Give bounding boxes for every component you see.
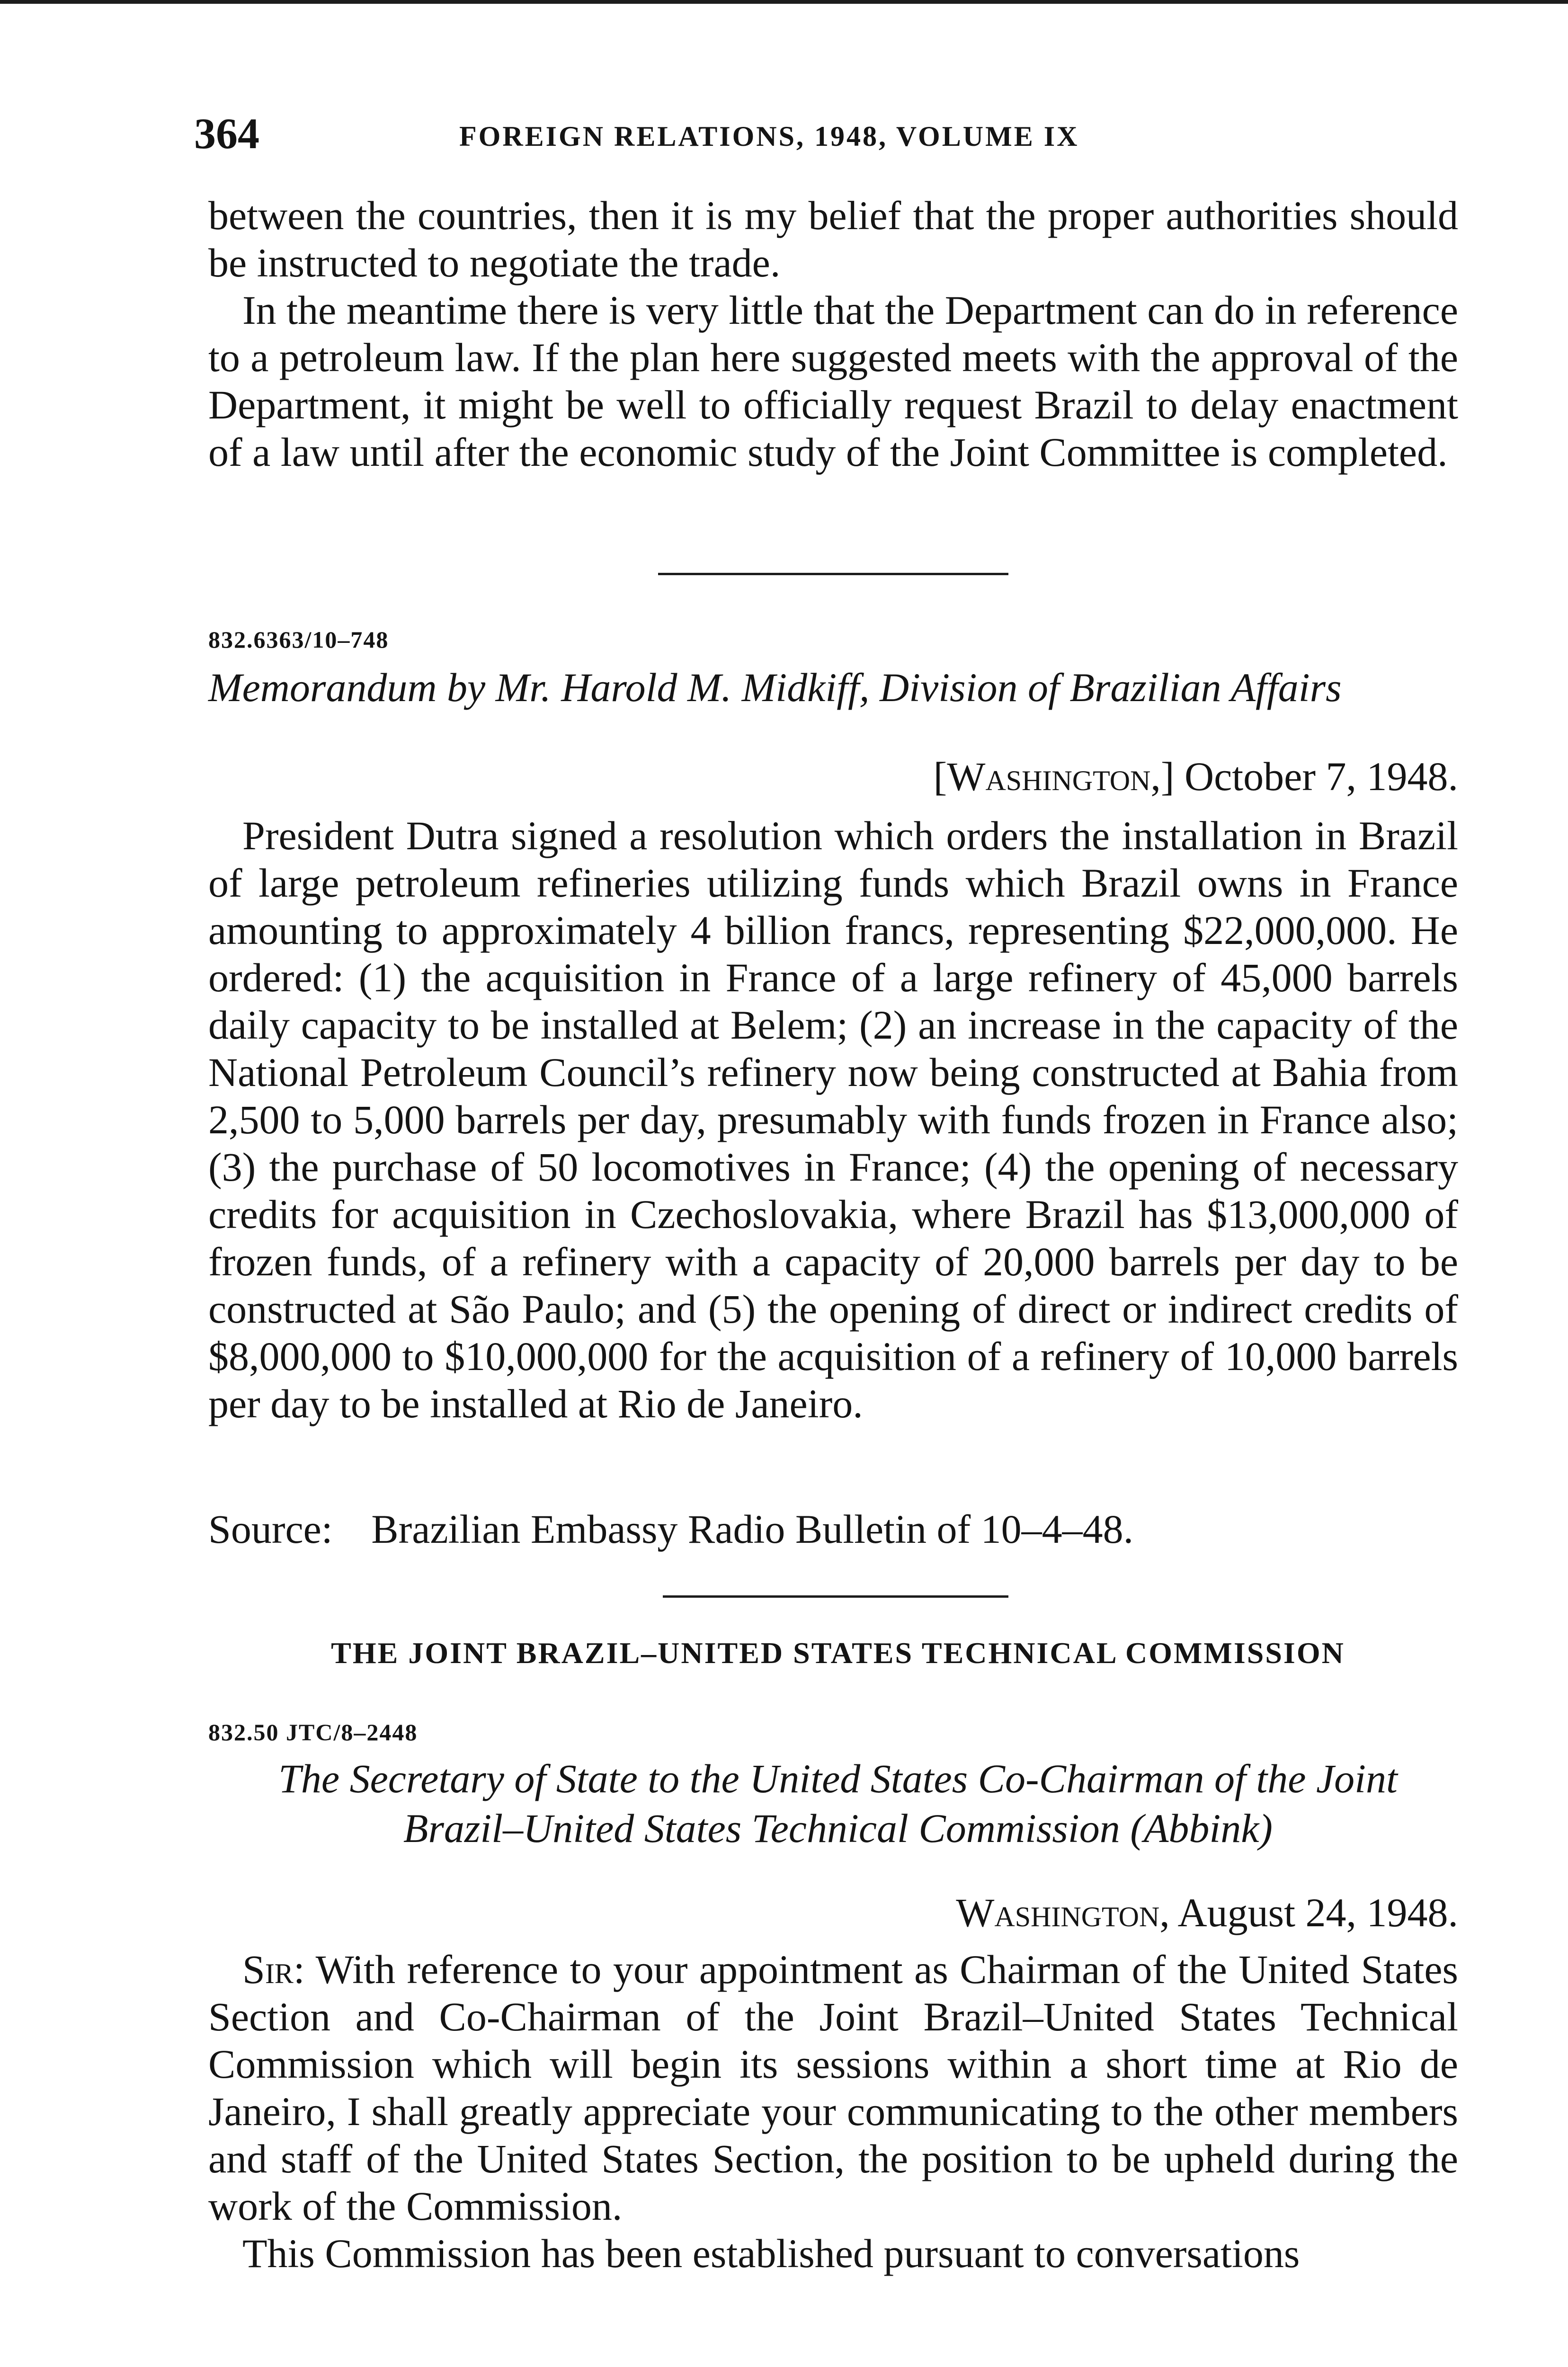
page-header: [194, 110, 1472, 157]
memo-file-reference: 832.6363/10–748: [208, 626, 389, 653]
letter-paragraph: [208, 1946, 1458, 2230]
page-number: 364: [194, 109, 259, 158]
continuation-paragraph: between the countries, then it is my belief that the proper authorities should be instructed to negotiate the trade.: [208, 193, 1458, 285]
source-text: Brazilian Embassy Radio Bulletin of 10–4–48.: [371, 1506, 1134, 1552]
section-divider: [663, 1595, 1008, 1598]
source-label: Source:: [208, 1506, 333, 1552]
running-head: FOREIGN RELATIONS, 1948, VOLUME IX: [459, 121, 1079, 152]
continuation-paragraph: In the meantime there is very little that the Department can do in reference to a petroleum law. If the plan here suggested meets with the approval of the Department, it might be well to officially request Brazil to delay enactment of a law until after the economic study of the Joint Committee is completed.: [208, 287, 1458, 475]
letter-body: [208, 1946, 1458, 2277]
salutation: Sir:: [242, 1947, 305, 1992]
letter-dateline-date: August 24, 1948.: [1177, 1890, 1458, 1935]
memo-source: [208, 1505, 1458, 1553]
section-heading: THE JOINT BRAZIL–UNITED STATES TECHNICAL COMMISSION: [331, 1636, 1345, 1670]
memo-paragraph: President Dutra signed a resolution which orders the installation in Brazil of large petroleum refineries utilizing funds which Brazil owns in France amounting to approximately 4 billion francs, representing $22,000,000. He ordered: (1) the acquisition in France of a large refinery of 45,000 barrels daily capacity to be installed at Belem; (2) an increase in the capacity of the National Petroleum Council’s refinery now being constructed at Bahia from 2,500 to 5,000 barrels per day, presumably with funds frozen in France also; (3) the purchase of 50 locomotives in France; (4) the opening of necessary credits for acquisition in Czechoslovakia, where Brazil has $13,000,000 of frozen funds, of a refinery with a capacity of 20,000 barrels per day to be constructed at São Paulo; and (5) the opening of direct or indirect credits of $8,000,000 to $10,000,000 for the acquisition of a refinery of 10,000 barrels per day to be installed at Rio de Janeiro.: [208, 813, 1458, 1426]
section-divider: [658, 573, 1008, 575]
memo-dateline: [934, 753, 1458, 800]
letter-file-reference: 832.50 JTC/8–2448: [208, 1719, 418, 1745]
letter-title-line: Brazil–United States Technical Commission (Abbink): [403, 1806, 1273, 1851]
letter-dateline-place: Washington,: [956, 1890, 1170, 1935]
letter-paragraph-text: With reference to your appointment as Chairman of the United States Section and Co-Chairman of the Joint Brazil–United States Technical Commission which will begin its sessions within a short time at Rio de Janeiro, I shall greatly appreciate your communicating to the other members and staff of the United States Section, the position to be upheld during the work of the Commission.: [208, 1947, 1458, 2229]
letter-dateline: [956, 1889, 1458, 1936]
letter-paragraph: This Commission has been established pursuant to conversations: [242, 2231, 1300, 2276]
top-border: [0, 0, 1568, 4]
letter-title: [208, 1754, 1468, 1853]
memo-dateline-date: October 7, 1948.: [1185, 754, 1458, 799]
continuation-text: [208, 192, 1458, 476]
letter-title-line: The Secretary of State to the United States Co-Chairman of the Joint: [278, 1756, 1398, 1801]
memo-body: [208, 812, 1458, 1427]
memo-title: Memorandum by Mr. Harold M. Midkiff, Division of Brazilian Affairs: [208, 665, 1342, 710]
memo-dateline-place: [Washington,]: [933, 754, 1175, 799]
